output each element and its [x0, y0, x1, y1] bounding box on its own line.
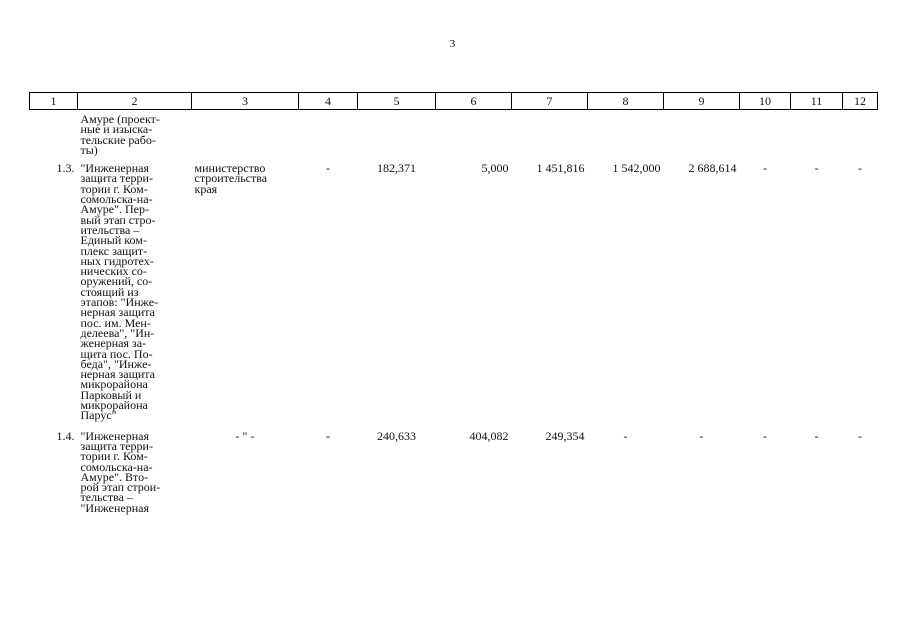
row-col-10: - — [763, 428, 767, 443]
budget-table — [29, 92, 878, 523]
header-col-8: 8 — [588, 93, 664, 110]
row-col-6: 5,000 — [481, 161, 509, 176]
header-col-6: 6 — [436, 93, 512, 110]
row-name: "Инженерная защита терри- тории г. Ком- сомольска-на- Амуре". Пер- вый этап стро- ительства – Единый ком- плекс защит- ных гидротех- нических со- оружений, со- стоящий из этапов: "Инже- нерная защита пос. им. Мен- делеева", "Ин- женерная за- щита пос. По- беда", "Инже- нерная защита микрорайона Парковый и микрорайона Парус" — [80, 161, 159, 423]
column-number-header — [30, 93, 878, 110]
row-col-9: 2 688,614 — [688, 161, 737, 176]
row-col-6: 404,082 — [469, 428, 509, 443]
row-col-5: 240,633 — [377, 428, 416, 443]
header-col-7: 7 — [512, 93, 588, 110]
row-col-12: - — [858, 161, 862, 176]
row-col-8: - — [623, 428, 628, 443]
row-col-11: - — [814, 428, 819, 443]
row-col-4: - — [326, 428, 330, 443]
continuation-row — [30, 110, 878, 164]
header-col-11: 11 — [791, 93, 843, 110]
row-col-7: 249,354 — [545, 428, 585, 443]
header-col-9: 9 — [664, 93, 740, 110]
row-col-10: - — [763, 161, 767, 176]
row-col-11: - — [814, 161, 819, 176]
header-col-2: 2 — [78, 93, 192, 110]
row-col-5: 182,371 — [377, 161, 416, 176]
row-number: 1.3. — [56, 161, 75, 176]
continuation-name: Амуре (проект- ные и изыска- тельские рабо- ты) — [80, 112, 160, 157]
row-executor: министерство строительства края — [194, 161, 268, 196]
row-executor: - " - — [235, 428, 255, 443]
header-col-1: 1 — [30, 93, 78, 110]
row-col-9: - — [699, 428, 704, 443]
row-number: 1.4. — [56, 428, 75, 443]
header-col-5: 5 — [358, 93, 436, 110]
table-row — [30, 163, 878, 430]
row-col-4: - — [326, 161, 330, 176]
header-col-3: 3 — [192, 93, 299, 110]
row-name: "Инженерная защита терри- тории г. Ком- сомольска-на- Амуре". Вто- рой этап строи- тельства – "Инженерная — [80, 428, 161, 515]
row-col-7: 1 451,816 — [536, 161, 585, 176]
header-col-12: 12 — [843, 93, 878, 110]
page-number: 3 — [449, 38, 456, 50]
table-row — [30, 431, 878, 523]
row-col-8: 1 542,000 — [612, 161, 661, 176]
row-col-12: - — [858, 428, 862, 443]
header-col-10: 10 — [740, 93, 791, 110]
header-col-4: 4 — [299, 93, 358, 110]
